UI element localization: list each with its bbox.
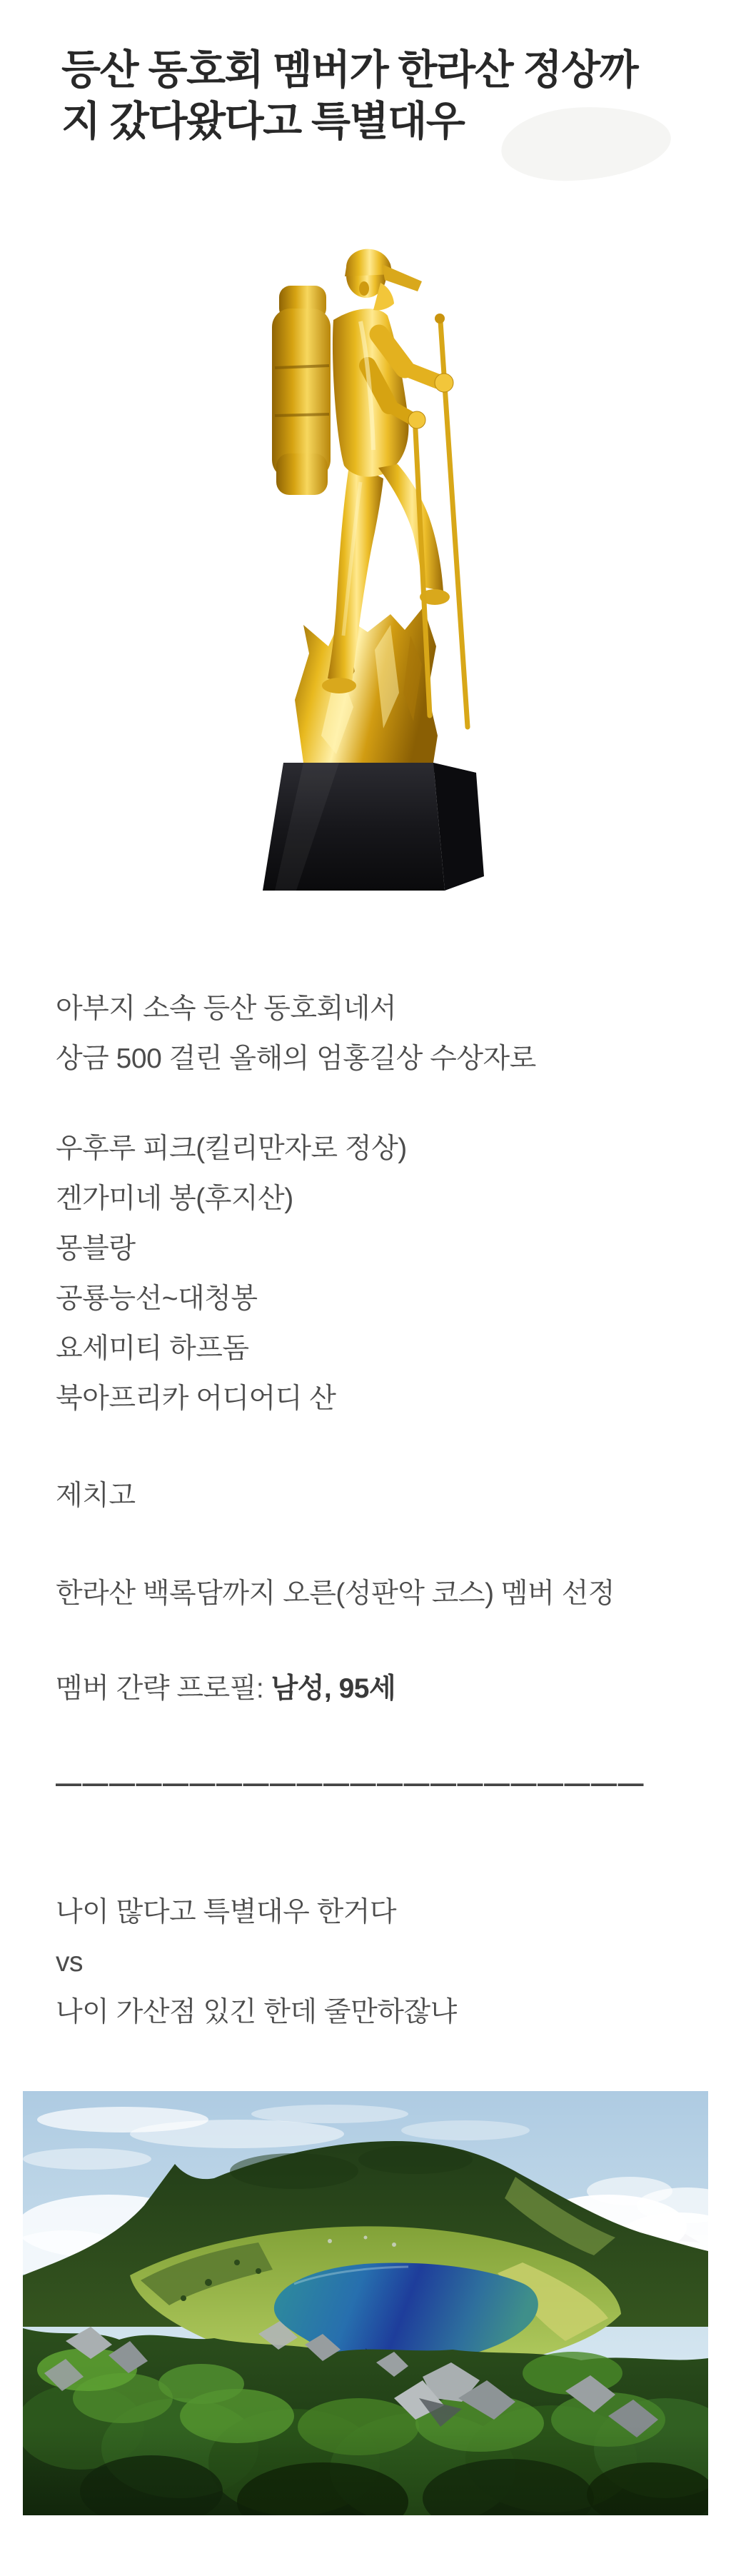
mountain-item: 우후루 피크(킬리만자로 정상) (56, 1133, 407, 1164)
post-title-line-2: 지 갔다왔다고 특별대우 (61, 99, 465, 144)
mountain-item: 겐가미네 봉(후지산) (56, 1183, 293, 1214)
mountain-item: 공룡능선~대청봉 (56, 1283, 258, 1314)
hiker-trophy-illustration (253, 236, 489, 893)
profile-value: 남성, 95세 (271, 1673, 396, 1704)
crater-lake-illustration (23, 2091, 708, 2515)
jechigo-line: 제치고 (56, 1480, 136, 1511)
profile-label: 멤버 간략 프로필: (56, 1673, 271, 1704)
post-title (61, 44, 712, 147)
debate-line-1: 나이 많다고 특별대우 한거다 (56, 1897, 397, 1928)
dash-divider: —————————————————————— (56, 1768, 645, 1798)
intro-line-2: 상금 500 걸린 올해의 엄홍길상 수상자로 (56, 1043, 536, 1074)
debate-line-vs: vs (56, 1947, 83, 1978)
post-body (56, 984, 712, 2038)
hiker-trophy-image (253, 236, 489, 893)
mountain-item: 북아프리카 어디어디 산 (56, 1383, 336, 1414)
trophy-rock (295, 607, 438, 763)
intro-line-1: 아부지 소속 등산 동호회네서 (56, 993, 397, 1024)
profile-line (56, 1664, 712, 1714)
mountain-item: 요세미티 하프돔 (56, 1333, 249, 1364)
head-with-cap (345, 249, 422, 311)
post-title-line-1: 등산 동호회 멤버가 한라산 정상까 (61, 47, 638, 93)
debate-line-2: 나이 가산점 있긴 한데 줄만하잖냐 (56, 1997, 457, 2028)
crater-lake-photo (23, 2091, 708, 2515)
backpack (272, 286, 331, 495)
mountain-item: 몽블랑 (56, 1233, 136, 1264)
trophy-base (263, 763, 484, 891)
hallasan-line: 한라산 백록담까지 오른(성판악 코스) 멤버 선정 (56, 1578, 615, 1609)
